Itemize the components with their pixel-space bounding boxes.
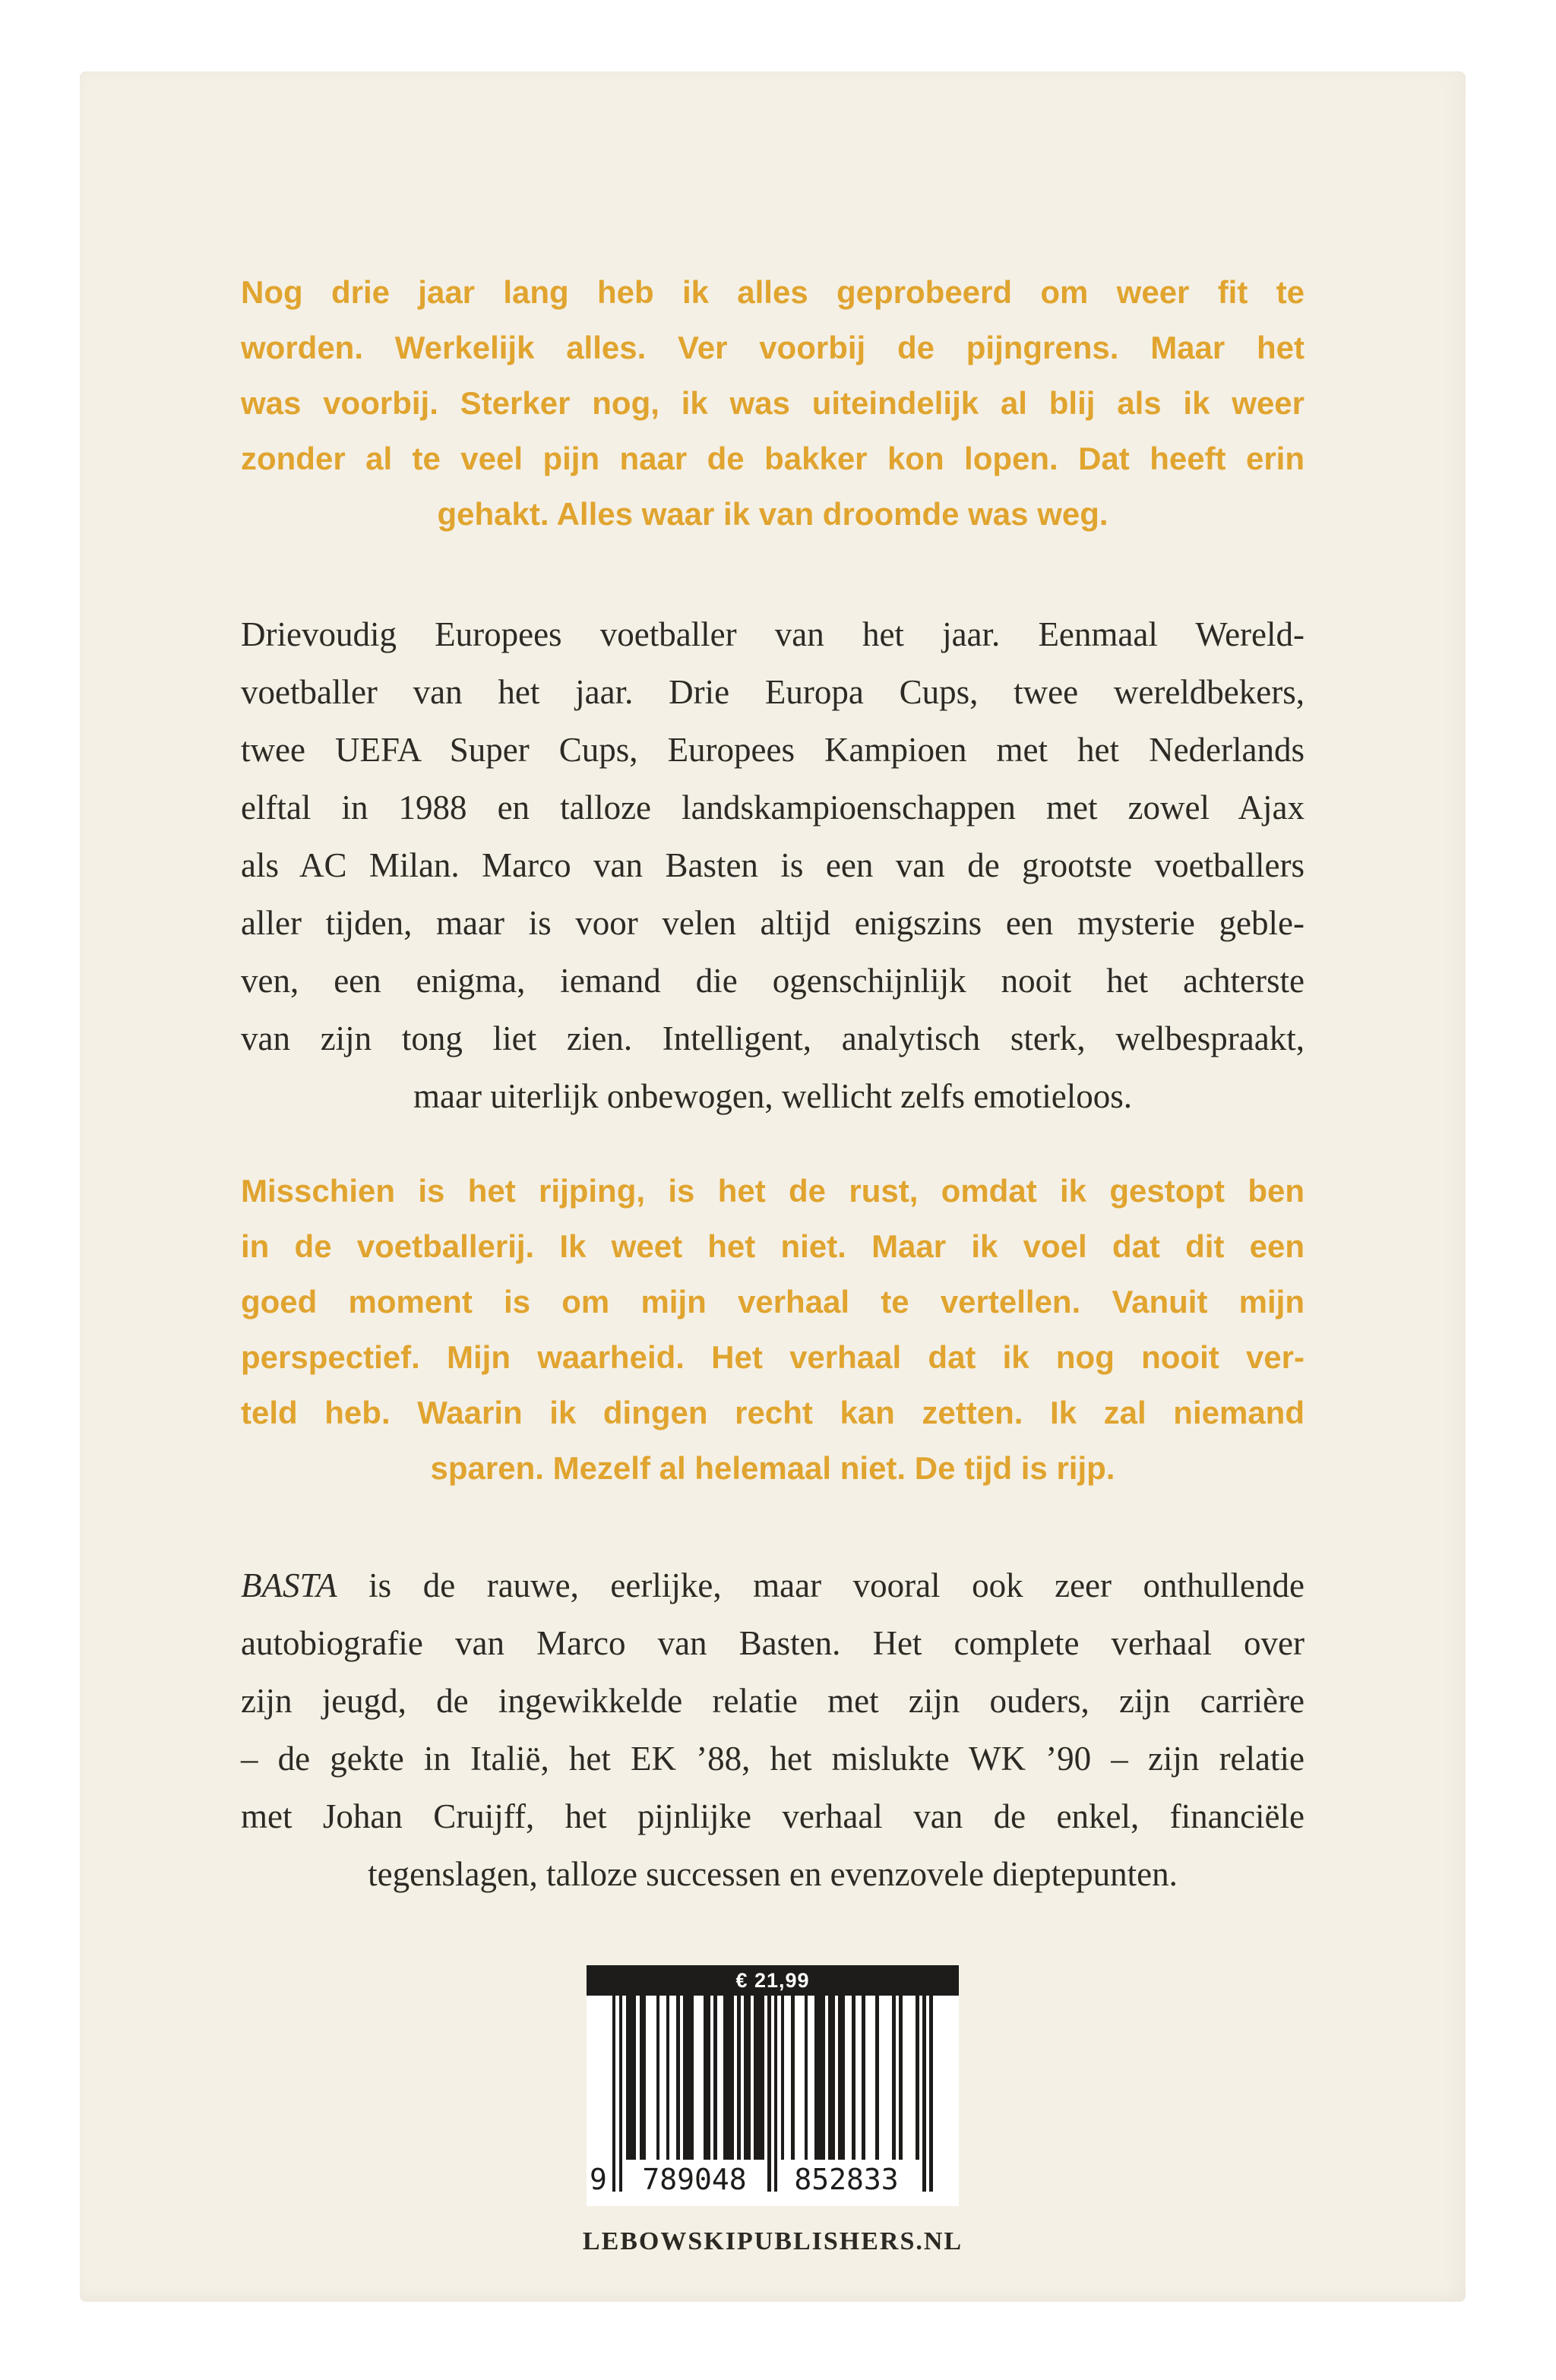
price-banner [587, 1965, 959, 1996]
text-line: in de voetballerij. Ik weet het niet. Maar ik voel dat dit een [241, 1228, 1305, 1264]
text-line: maar uiterlijk onbewogen, wellicht zelfs emotieloos. [413, 1077, 1132, 1115]
quote-paragraph-middle [241, 1163, 1305, 1496]
text-line: autobiografie van Marco van Basten. Het complete verhaal over [241, 1624, 1305, 1662]
text-line: van zijn tong liet zien. Intelligent, analytisch sterk, welbespraakt, [241, 1019, 1305, 1057]
text-line: BASTA is de rauwe, eerlijke, maar vooral ook zeer onthullende [241, 1566, 1305, 1604]
text-line: tegenslagen, talloze successen en evenzovele dieptepunten. [368, 1855, 1178, 1893]
text-line: perspectief. Mijn waarheid. Het verhaal dat ik nog nooit ver- [241, 1339, 1305, 1375]
text-line: teld heb. Waarin ik dingen recht kan zetten. Ik zal niemand [241, 1395, 1305, 1430]
text-line: elftal in 1988 en talloze landskampioenschappen met zowel Ajax [241, 789, 1305, 827]
text-line: twee UEFA Super Cups, Europees Kampioen met het Nederlands [241, 731, 1305, 769]
text-line: – de gekte in Italië, het EK ’88, het mislukte WK ’90 – zijn relatie [241, 1740, 1305, 1778]
price-label: € 21,99 [735, 1968, 810, 1992]
cover-text-column [241, 71, 1305, 1903]
barcode-digit-group: 789048 [642, 2163, 747, 2196]
text-line: met Johan Cruijff, het pijnlijke verhaal van de enkel, financiële [241, 1797, 1305, 1835]
barcode-digit-group: 852833 [794, 2163, 899, 2196]
text-line: aller tijden, maar is voor velen altijd enigszins een mysterie geble- [241, 904, 1305, 942]
text-line: Drievoudig Europees voetballer van het jaar. Eenmaal Wereld- [241, 615, 1305, 653]
book-back-cover [80, 71, 1466, 2302]
text-line: zonder al te veel pijn naar de bakker kon lopen. Dat heeft erin [241, 441, 1305, 476]
quote-paragraph-top [241, 71, 1305, 542]
text-line: Nog drie jaar lang heb ik alles geprobeerd om weer fit te [241, 274, 1305, 310]
bio-paragraph-book [241, 1557, 1305, 1903]
text-line: sparen. Mezelf al helemaal niet. De tijd is rijp. [430, 1450, 1115, 1486]
ean-barcode [587, 1996, 959, 2206]
text-line: als AC Milan. Marco van Basten is een van de grootste voetballers [241, 846, 1305, 884]
text-line: goed moment is om mijn verhaal te vertellen. Vanuit mijn [241, 1284, 1305, 1320]
text-line: zijn jeugd, de ingewikkelde relatie met zijn ouders, zijn carrière [241, 1682, 1305, 1720]
barcode-numbers [587, 2163, 959, 2196]
text-line: worden. Werkelijk alles. Ver voorbij de pijngrens. Maar het [241, 330, 1305, 365]
bio-paragraph-career [241, 605, 1305, 1125]
text-line: gehakt. Alles waar ik van droomde was weg. [437, 496, 1108, 532]
text-line: was voorbij. Sterker nog, ik was uiteindelijk al blij als ik weer [241, 385, 1305, 421]
text-line: Misschien is het rijping, is het de rust, omdat ik gestopt ben [241, 1173, 1305, 1209]
barcode-digit-group: 9 [590, 2163, 607, 2196]
text-line: voetballer van het jaar. Drie Europa Cups, twee wereldbekers, [241, 673, 1305, 711]
text-line: ven, een enigma, iemand die ogenschijnlijk nooit het achterste [241, 962, 1305, 1000]
publisher-url: LEBOWSKIPUBLISHERS.NL [582, 2227, 963, 2255]
barcode-block [587, 1965, 959, 2206]
